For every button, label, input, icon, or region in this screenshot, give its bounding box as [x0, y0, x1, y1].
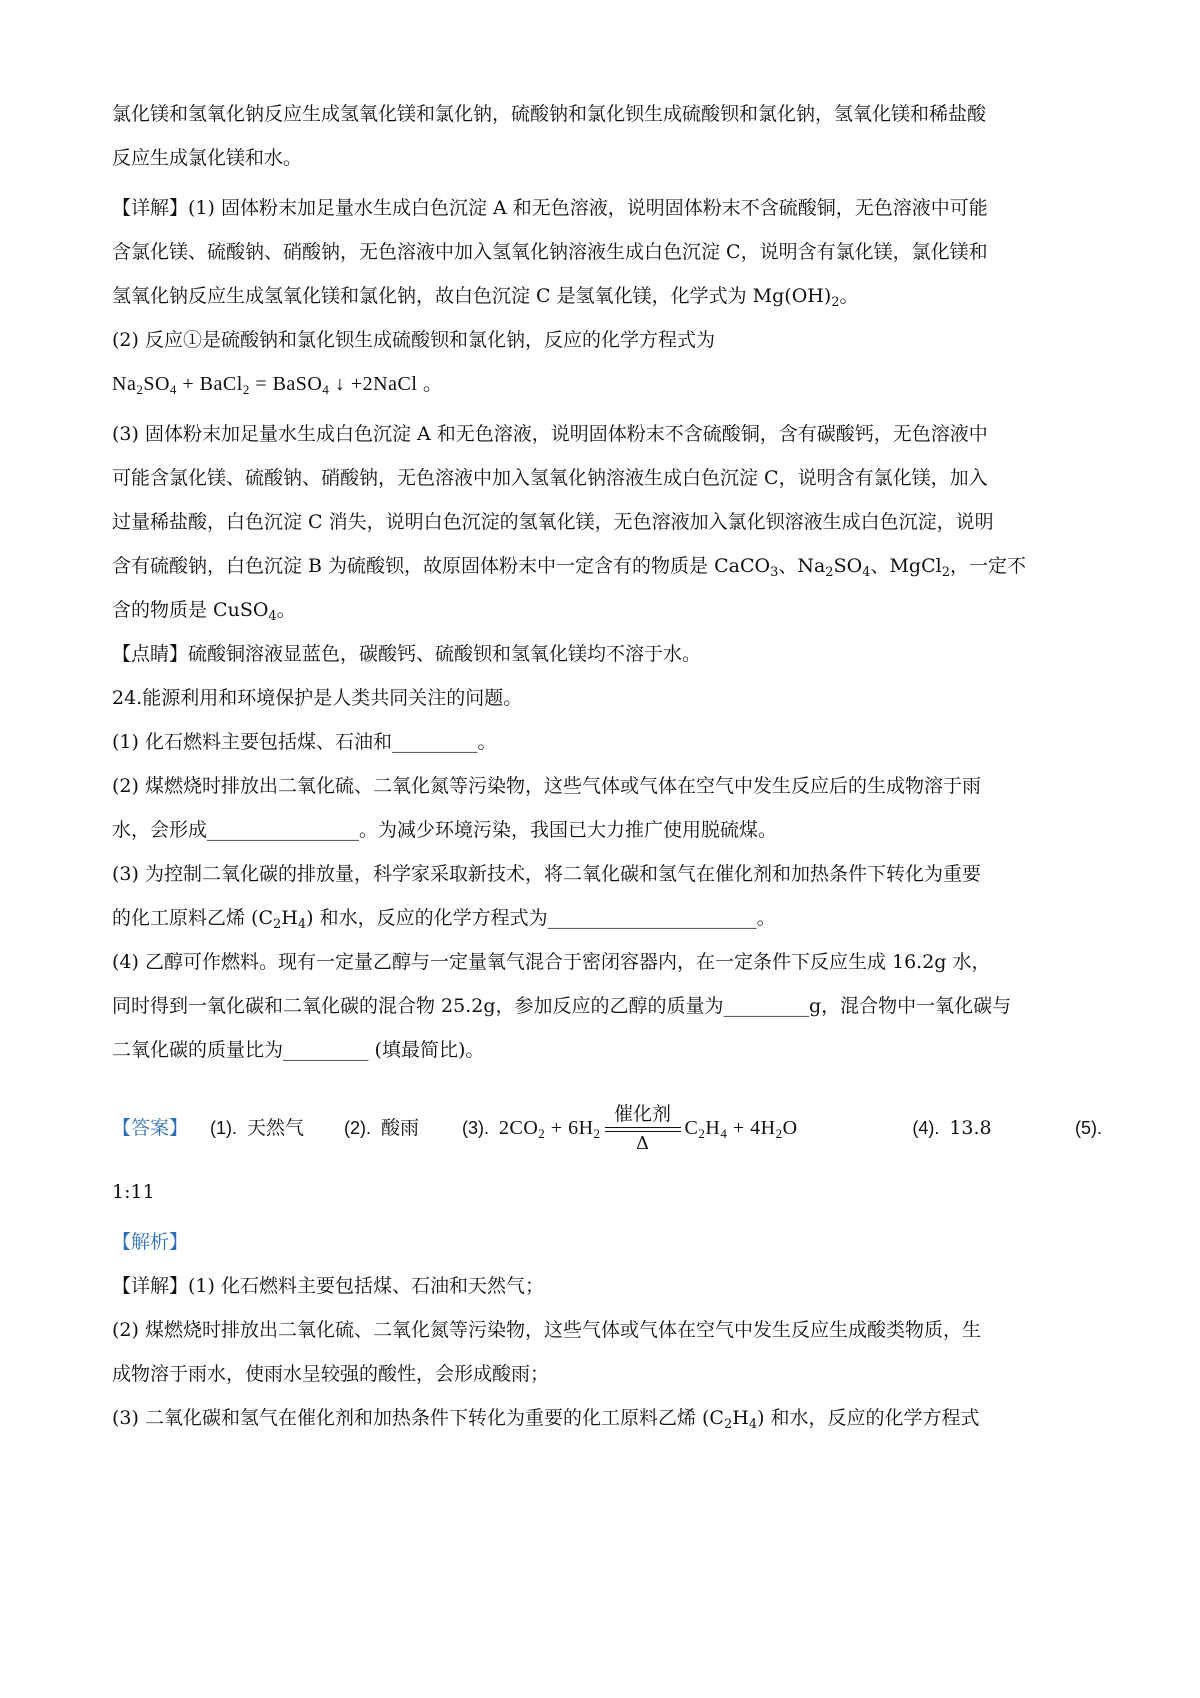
answer-label: 【答案】: [112, 1117, 189, 1139]
paragraph-line: 含氯化镁、硫酸钠、硝酸钠，无色溶液中加入氢氧化钠溶液生成白色沉淀 C，说明含有氯化镁，氯化镁和: [112, 241, 988, 263]
answer-2: (2). 酸雨: [344, 1117, 420, 1139]
analysis-line: 成物溶于雨水，使雨水呈较强的酸性，会形成酸雨；: [112, 1363, 550, 1385]
answer-1: (1). 天然气: [210, 1117, 305, 1139]
question-title: 24.能源利用和环境保护是人类共同关注的问题。: [112, 687, 523, 709]
answer-3: (3). $2CO_2 + 6H_2$ 催化剂 Δ $C_2H_4 + 4H_2O$: [462, 1102, 798, 1154]
paragraph-line: 氢氧化钠反应生成氢氧化镁和氯化钠，故白色沉淀 C 是氢氧化镁，化学式为 $Mg(OH)_2$。: [112, 285, 859, 310]
analysis-line: 【详解】(1) 化石燃料主要包括煤、石油和天然气；: [112, 1275, 544, 1297]
answer-5-label: (5).: [1075, 1118, 1102, 1138]
paragraph-line: (2) 反应①是硫酸钠和氯化钡生成硫酸钡和氯化钠，反应的化学方程式为: [112, 329, 715, 351]
paragraph-line: 可能含氯化镁、硫酸钠、硝酸钠，无色溶液中加入氢氧化钠溶液生成白色沉淀 C，说明含有氯化镁，加入: [112, 467, 988, 489]
paragraph-line: 氯化镁和氢氧化钠反应生成氢氧化镁和氯化钠，硫酸钠和氯化钡生成硫酸钡和氯化钠，氢氧化镁和稀盐酸: [112, 103, 987, 125]
paragraph-line: 反应生成氯化镁和水。: [112, 147, 303, 169]
tip-line: 【点睛】硫酸铜溶液显蓝色，碳酸钙、硫酸钡和氢氧化镁均不溶于水。: [112, 643, 702, 665]
question-line: 水，会形成________________。为减少环境污染，我国已大力推广使用脱硫煤。: [112, 819, 778, 841]
paragraph-line: 【详解】(1) 固体粉末加足量水生成白色沉淀 A 和无色溶液，说明固体粉末不含硫酸铜，无色溶液中可能: [112, 197, 988, 219]
paragraph-line: 过量稀盐酸，白色沉淀 C 消失，说明白色沉淀的氢氧化镁，无色溶液加入氯化钡溶液生成白色沉淀，说明: [112, 511, 994, 533]
analysis-label: 【解析】: [112, 1231, 189, 1253]
document-page: [112, 92, 1102, 1440]
analysis-line: (3) 二氧化碳和氢气在催化剂和加热条件下转化为重要的化工原料乙烯 $(C_2H_4)$ 和水，反应的化学方程式: [112, 1407, 980, 1432]
question-line: (3) 为控制二氧化碳的排放量，科学家采取新技术，将二氧化碳和氢气在催化剂和加热条件下转化为重要: [112, 863, 981, 885]
reaction-equation: $2CO_2 + 6H_2$: [499, 1117, 601, 1141]
paragraph-line: (3) 固体粉末加足量水生成白色沉淀 A 和无色溶液，说明固体粉末不含硫酸铜，含有碳酸钙，无色溶液中: [112, 423, 988, 445]
question-line: (4) 乙醇可作燃料。现有一定量乙醇与一定量氧气混合于密闭容器内，在一定条件下反应生成 16.2g 水，: [112, 951, 991, 973]
answer-4: (4). 13.8: [912, 1117, 992, 1139]
paragraph-line: 含有硫酸钠，白色沉淀 B 为硫酸钡，故原固体粉末中一定含有的物质是 CaCO$_3$、$Na_2SO_4$、MgCl$_2$，一定不: [112, 555, 1026, 580]
answer-5-value: 1:11: [112, 1181, 155, 1203]
paragraph-line: 含的物质是 CuSO$_4$。: [112, 599, 296, 624]
reaction-condition: 催化剂 Δ: [605, 1101, 681, 1156]
answer-row: [112, 1086, 1102, 1170]
question-line: 同时得到一氧化碳和二氧化碳的混合物 25.2g，参加反应的乙醇的质量为_________g，混合物中一氧化碳与: [112, 995, 1012, 1017]
analysis-line: (2) 煤燃烧时排放出二氧化硫、二氧化氮等污染物，这些气体或气体在空气中发生反应生成酸类物质，生: [112, 1319, 981, 1341]
question-line: (1) 化石燃料主要包括煤、石油和_________。: [112, 731, 497, 753]
question-line: 的化工原料乙烯 $(C_2H_4)$ 和水，反应的化学方程式为______________________。: [112, 907, 776, 932]
question-line: (2) 煤燃烧时排放出二氧化硫、二氧化氮等污染物，这些气体或气体在空气中发生反应后的生成物溶于雨: [112, 775, 981, 797]
equation-line: $Na_2SO_4$ + BaCl$_2$ = BaSO$_4$ ↓ +2NaCl 。: [112, 373, 444, 397]
question-line: 二氧化碳的质量比为_________ (填最简比)。: [112, 1039, 485, 1061]
